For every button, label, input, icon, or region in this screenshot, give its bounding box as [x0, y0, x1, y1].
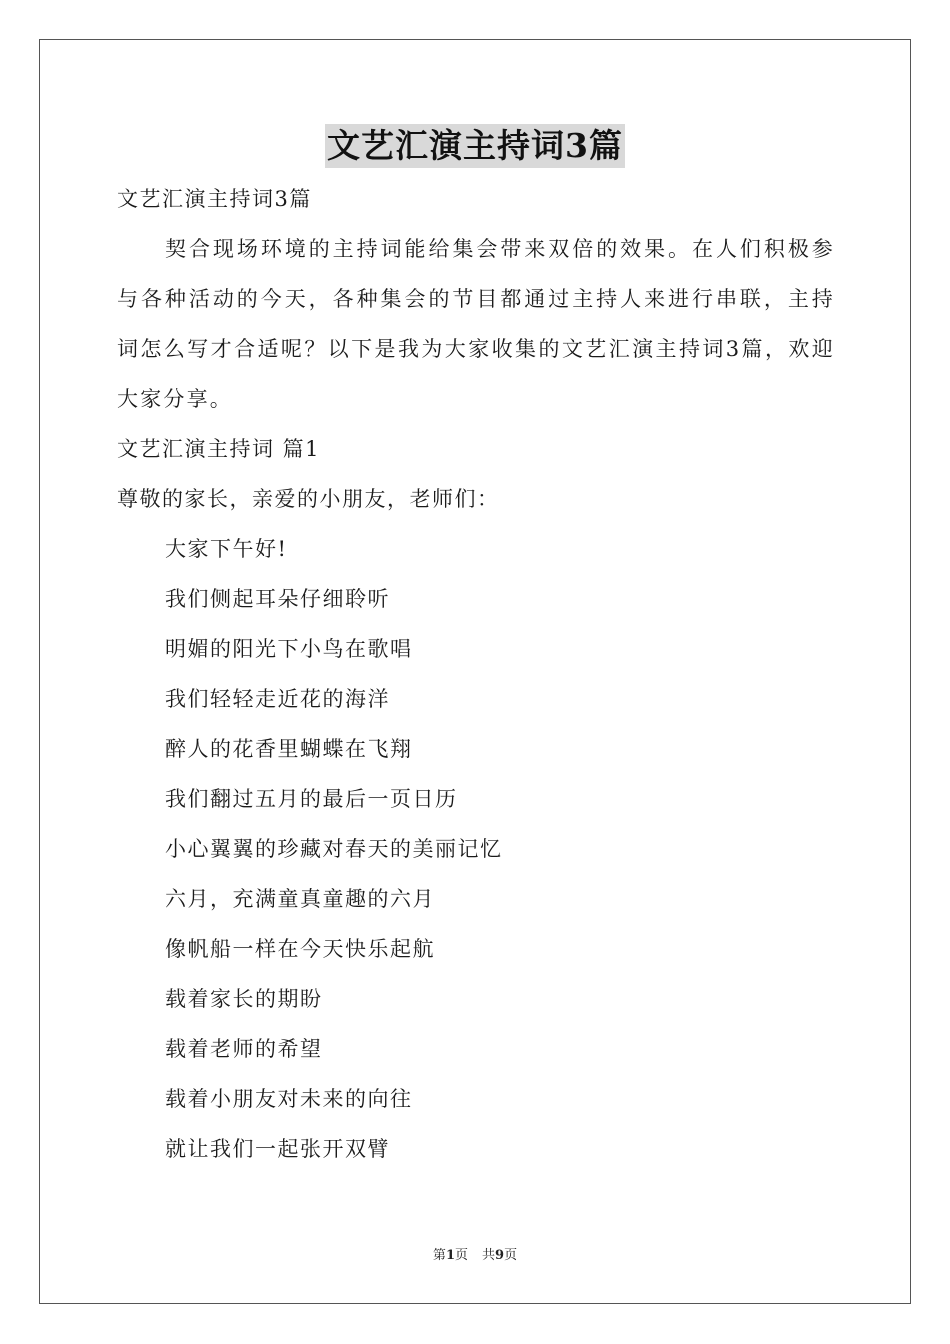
greeting-line: 尊敬的家长，亲爱的小朋友，老师们： [117, 487, 500, 511]
total-prefix: 共 [482, 1248, 496, 1263]
poem-line: 载着家长的期盼 [165, 987, 323, 1011]
poem-line: 载着老师的希望 [165, 1037, 323, 1061]
poem-line: 我们侧起耳朵仔细聆听 [165, 587, 390, 611]
total-suffix: 页 [504, 1248, 518, 1263]
page-suffix: 页 [454, 1248, 468, 1263]
subtitle-line: 文艺汇演主持词3篇 [117, 187, 312, 211]
page-prefix: 第 [432, 1248, 446, 1263]
total-pages-number: 9 [495, 1248, 505, 1263]
title-container [0, 124, 950, 168]
poem-line: 大家下午好! [165, 537, 288, 561]
page-footer [0, 1246, 950, 1266]
intro-paragraph: 契合现场环境的主持词能给集会带来双倍的效果。在人们积极参与各种活动的今天，各种集会的节目都通过主持人来进行串联，主持词怎么写才合适呢？以下是我为大家收集的文艺汇演主持词3篇，欢迎大家分享。 [117, 237, 835, 411]
poem-line: 像帆船一样在今天快乐起航 [165, 937, 435, 961]
current-page-number: 1 [445, 1248, 455, 1263]
poem-line: 就让我们一起张开双臂 [165, 1137, 390, 1161]
poem-line: 六月，充满童真童趣的六月 [165, 887, 435, 911]
poem-line: 我们翻过五月的最后一页日历 [165, 787, 458, 811]
document-body [117, 174, 835, 1174]
section-heading: 文艺汇演主持词 篇1 [117, 437, 321, 461]
poem-line: 醉人的花香里蝴蝶在飞翔 [165, 737, 413, 761]
document-title: 文艺汇演主持词3篇 [325, 124, 625, 168]
poem-line: 小心翼翼的珍藏对春天的美丽记忆 [165, 837, 503, 861]
poem-line: 明媚的阳光下小鸟在歌唱 [165, 637, 413, 661]
poem-line: 我们轻轻走近花的海洋 [165, 687, 390, 711]
poem-line: 载着小朋友对未来的向往 [165, 1087, 413, 1111]
